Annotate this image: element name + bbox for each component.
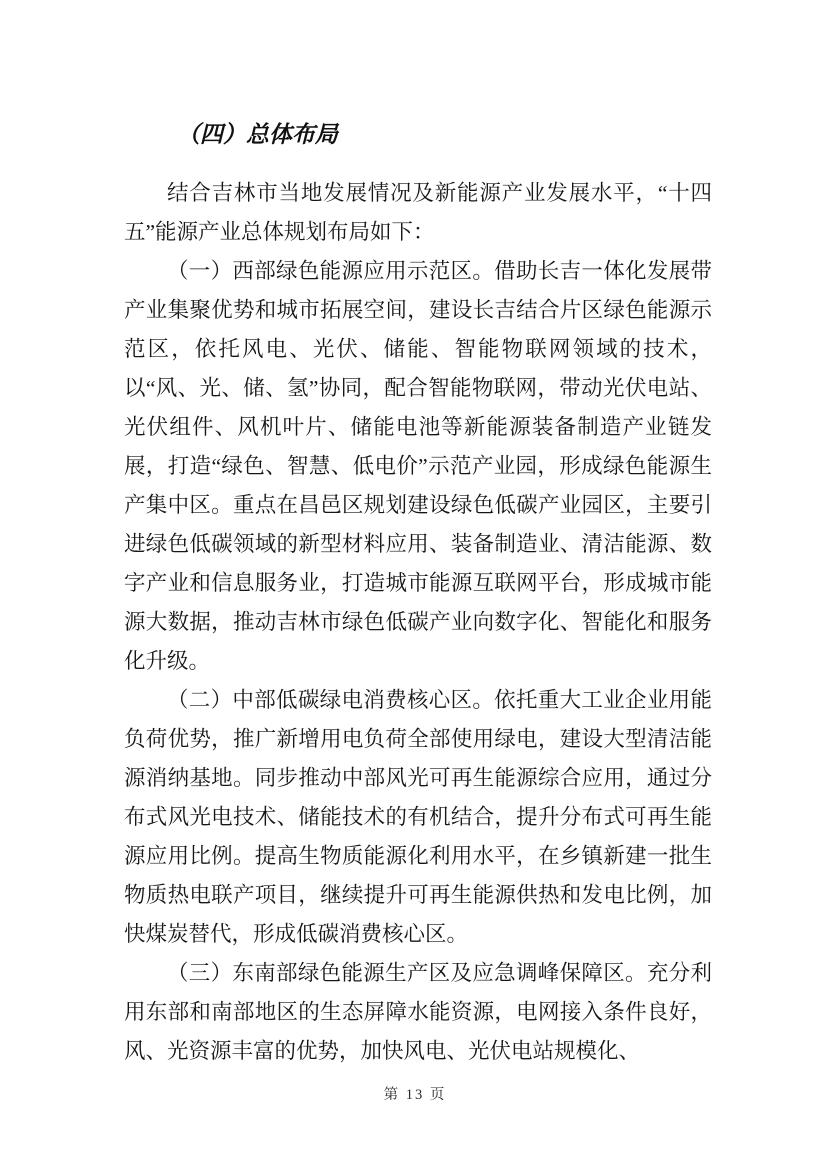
body-paragraph-intro: 结合吉林市当地发展情况及新能源产业发展水平，“十四五”能源产业总体规划布局如下： bbox=[124, 181, 712, 244]
page-number: 第 13 页 bbox=[383, 1087, 447, 1103]
body-paragraph-zone-central: （二）中部低碳绿电消费核心区。依托重大工业企业用能负荷优势，推广新增用电负荷全部使用绿电，建设大型清洁能源消纳基地。同步推动中部风光可再生能源综合应用，通过分布式风光电技术、储能技术的有机结合，提升分布式可再生能源应用比例。提高生物质能源化利用水平，在乡镇新建一批生物质热电联产项目，继续提升可再生能源供热和发电比例，加快煤炭替代，形成低碳消费核心区。 bbox=[124, 688, 712, 946]
section-heading: （四）总体布局 bbox=[176, 122, 338, 147]
body-paragraph-zone-west: （一）西部绿色能源应用示范区。借助长吉一体化发展带产业集聚优势和城市拓展空间，建设长吉结合片区绿色能源示范区，依托风电、光伏、储能、智能物联网领域的技术，以“风、光、储、氢”协同，配合智能物联网，带动光伏电站、光伏组件、风机叶片、储能电池等新能源装备制造产业链发展，打造“绿色、智慧、低电价”示范产业园，形成绿色能源生产集中区。重点在昌邑区规划建设绿色低碳产业园区，主要引进绿色低碳领域的新型材料应用、装备制造业、清洁能源、数字产业和信息服务业，打造城市能源互联网平台，形成城市能源大数据，推动吉林市绿色低碳产业向数字化、智能化和服务化升级。 bbox=[124, 259, 712, 673]
page-content bbox=[124, 120, 712, 1071]
body-paragraph-zone-southeast: （三）东南部绿色能源生产区及应急调峰保障区。充分利用东部和南部地区的生态屏障水能资源，电网接入条件良好，风、光资源丰富的优势，加快风电、光伏电站规模化、 bbox=[124, 961, 712, 1063]
